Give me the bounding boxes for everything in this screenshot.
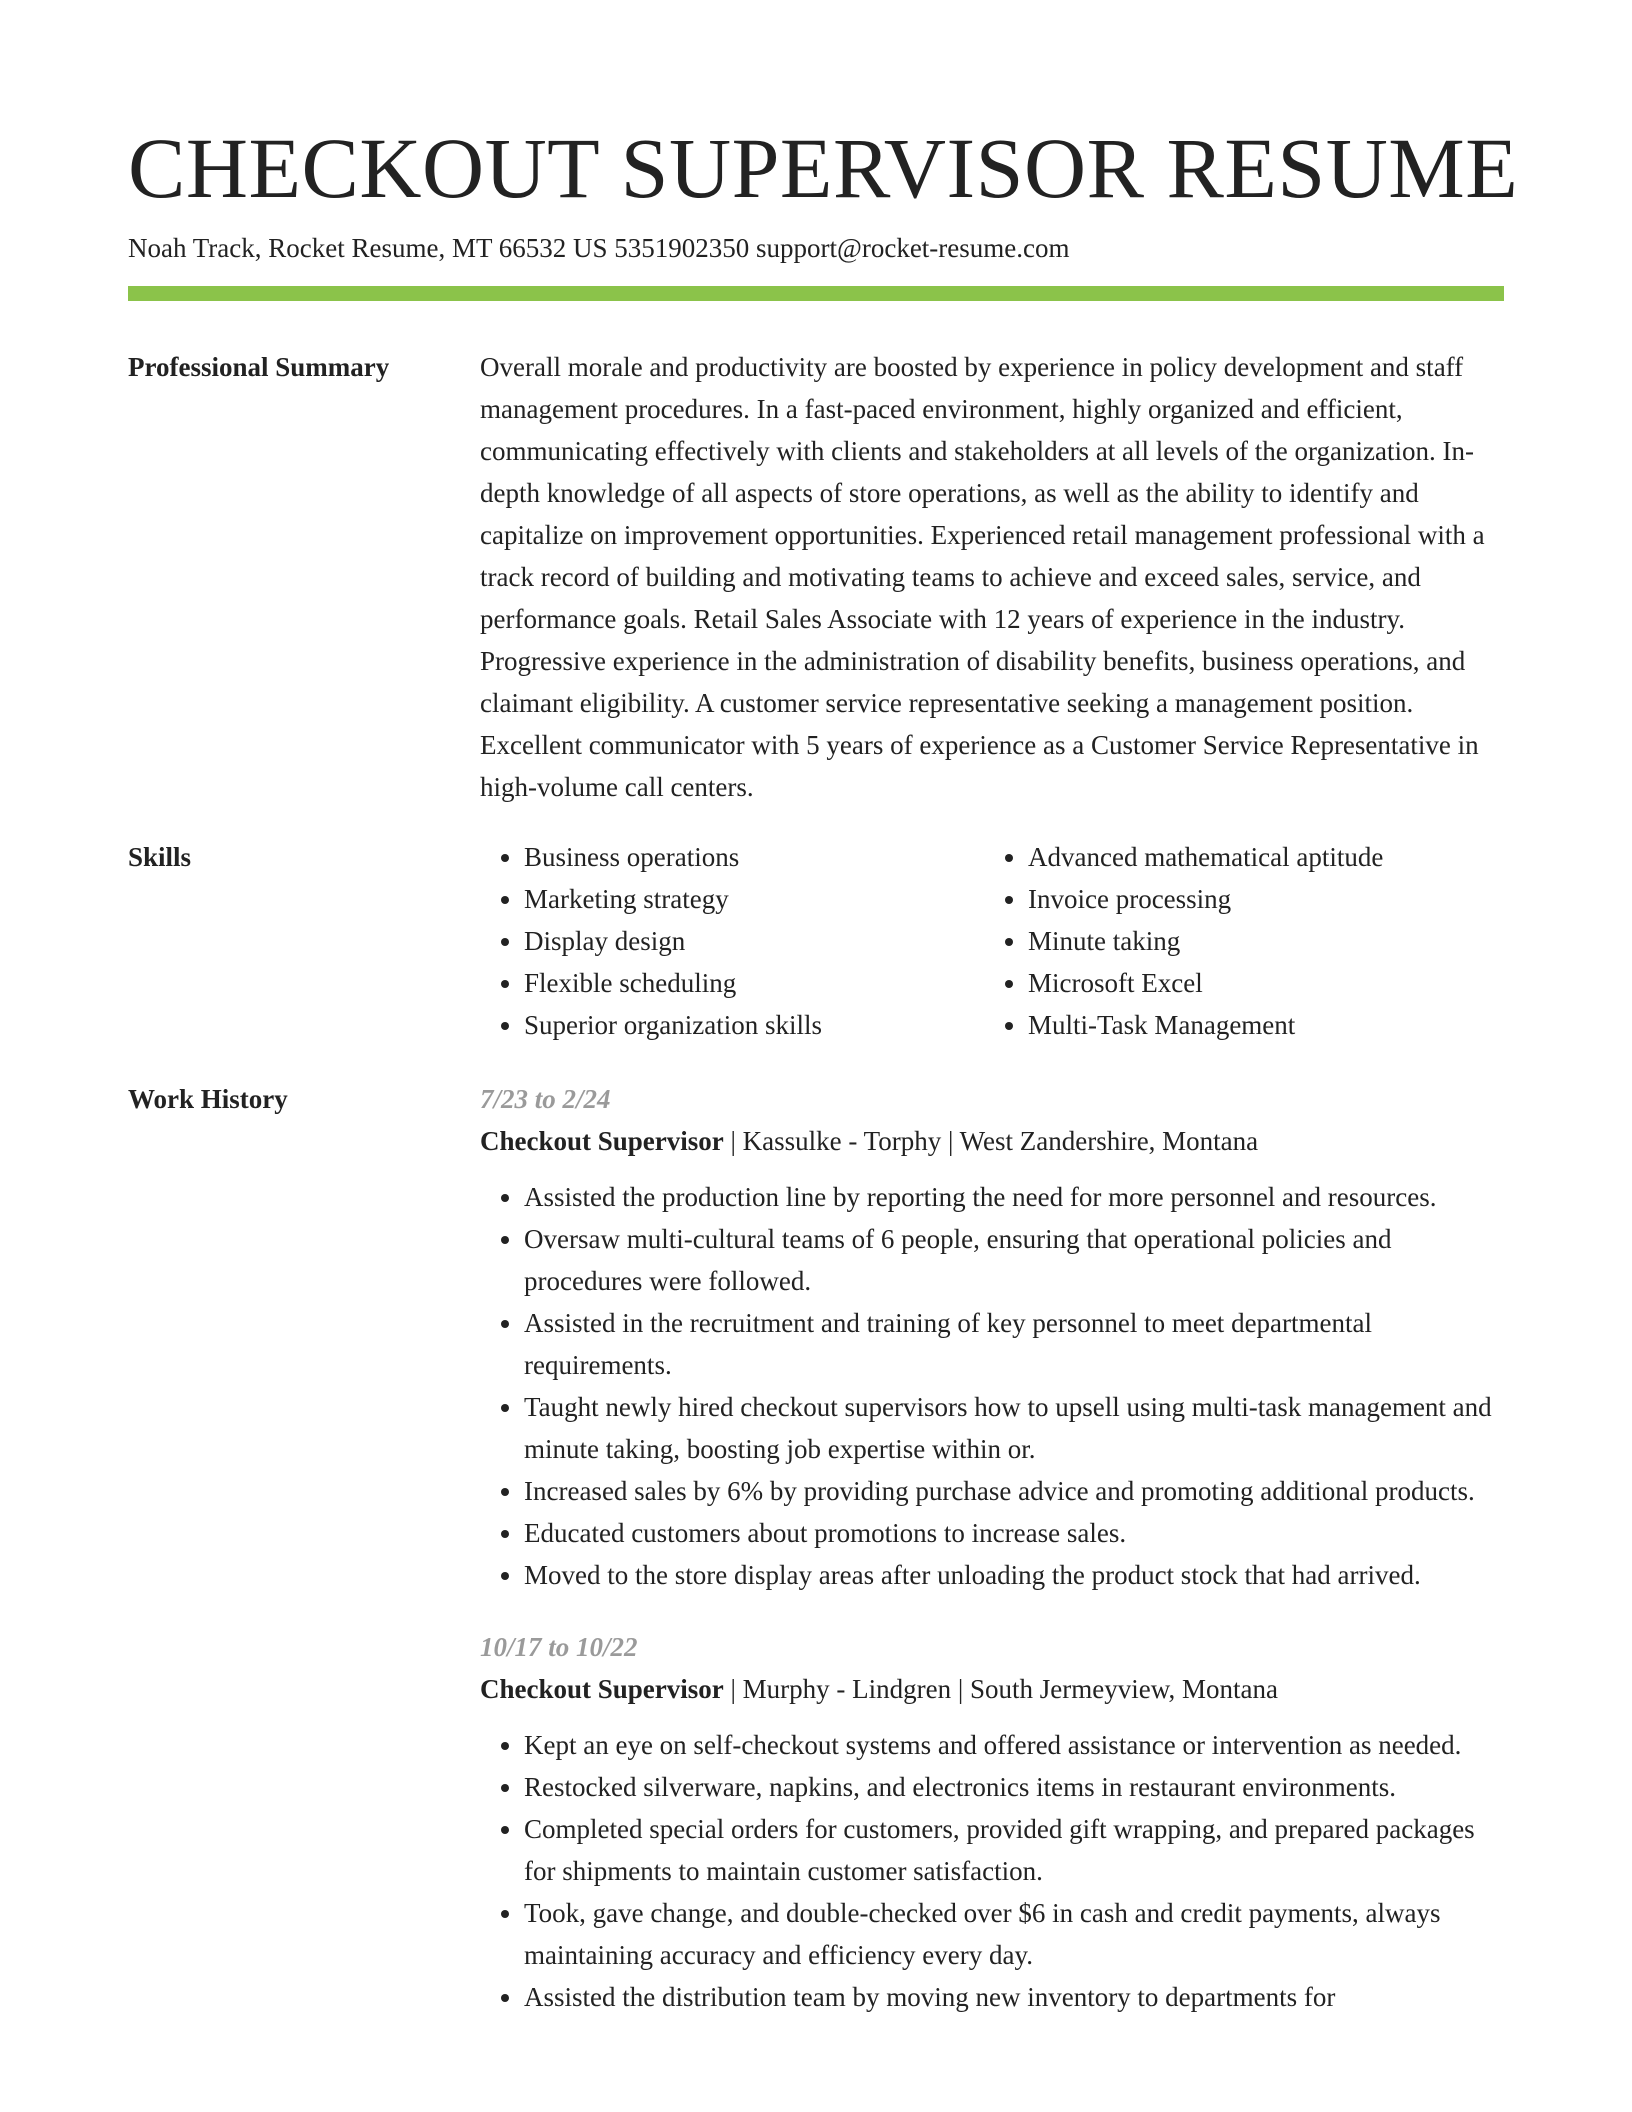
job-dates: 7/23 to 2/24	[480, 1084, 611, 1114]
page-title: CHECKOUT SUPERVISOR RESUME	[128, 120, 1519, 216]
job-bullet: • Educated customers about promotions to increase sales.	[524, 1512, 1504, 1554]
skill-item: • Advanced mathematical aptitude	[1028, 836, 1488, 878]
job-title: Checkout Supervisor	[480, 1126, 724, 1156]
job-bullet: • Restocked silverware, napkins, and electronics items in restaurant environments.	[524, 1766, 1504, 1808]
skill-item: • Flexible scheduling	[524, 962, 984, 1004]
job-bullet: • Oversaw multi-cultural teams of 6 people, ensuring that operational policies and procedures were followed.	[524, 1218, 1504, 1302]
job-bullet: • Assisted the production line by reporting the need for more personnel and resources.	[524, 1176, 1504, 1218]
job-bullets	[480, 1176, 1504, 1596]
job-bullet: • Taught newly hired checkout supervisors how to upsell using multi-task management and minute taking, boosting job expertise within or.	[524, 1386, 1504, 1470]
job-bullet: • Assisted the distribution team by moving new inventory to departments for	[524, 1976, 1504, 2018]
skills-list-right	[984, 836, 1488, 1046]
header-divider	[128, 286, 1504, 301]
skill-item: • Marketing strategy	[524, 878, 984, 920]
job-bullets	[480, 1724, 1504, 2018]
work-history-content	[480, 1078, 1504, 2048]
summary-label: Professional Summary	[128, 352, 390, 382]
skill-item: • Multi-Task Management	[1028, 1004, 1488, 1046]
contact-info: Noah Track, Rocket Resume, MT 66532 US 5351902350 support@rocket-resume.com	[128, 233, 1070, 263]
job-bullet: • Kept an eye on self-checkout systems and offered assistance or intervention as needed.	[524, 1724, 1504, 1766]
skills-list-left	[480, 836, 984, 1046]
job-details: | Murphy - Lindgren | South Jermeyview, Montana	[723, 1674, 1278, 1704]
summary-content	[480, 346, 1504, 808]
job-bullet: • Increased sales by 6% by providing purchase advice and promoting additional products.	[524, 1470, 1504, 1512]
job-heading	[480, 1120, 1504, 1162]
skills-columns	[480, 836, 1504, 1046]
skill-item: • Superior organization skills	[524, 1004, 984, 1046]
job-heading	[480, 1668, 1504, 1710]
job-bullet: • Completed special orders for customers, provided gift wrapping, and prepared packages for shipments to maintain customer satisfaction.	[524, 1808, 1504, 1892]
job-entry	[480, 1078, 1504, 1596]
job-bullet: • Moved to the store display areas after unloading the product stock that had arrived.	[524, 1554, 1504, 1596]
skill-item: • Minute taking	[1028, 920, 1488, 962]
skill-item: • Business operations	[524, 836, 984, 878]
skills-label: Skills	[128, 842, 192, 872]
job-details: | Kassulke - Torphy | West Zandershire, Montana	[723, 1126, 1259, 1156]
job-title: Checkout Supervisor	[480, 1674, 724, 1704]
summary-text: Overall morale and productivity are boosted by experience in policy development and staff management procedures. In a fast-paced environment, highly organized and efficient, communicating effectively with clients and stakeholders at all levels of the organization. In-depth knowledge of all aspects of store operations, as well as the ability to identify and capitalize on improvement opportunities. Experienced retail management professional with a track record of building and motivating teams to achieve and exceed sales, service, and performance goals. Retail Sales Associate with 12 years of experience in the industry. Progressive experience in the administration of disability benefits, business operations, and claimant eligibility. A customer service representative seeking a management position. Excellent communicator with 5 years of experience as a Customer Service Representative in high-volume call centers.	[480, 352, 1485, 802]
job-bullet: • Took, gave change, and double-checked over $6 in cash and credit payments, always maintaining accuracy and efficiency every day.	[524, 1892, 1504, 1976]
job-entry	[480, 1626, 1504, 2018]
skills-content	[480, 836, 1504, 1046]
job-bullet: • Assisted in the recruitment and training of key personnel to meet departmental requirements.	[524, 1302, 1504, 1386]
job-dates: 10/17 to 10/22	[480, 1632, 638, 1662]
skill-item: • Microsoft Excel	[1028, 962, 1488, 1004]
skill-item: • Display design	[524, 920, 984, 962]
skill-item: • Invoice processing	[1028, 878, 1488, 920]
work-history-label: Work History	[128, 1084, 288, 1114]
